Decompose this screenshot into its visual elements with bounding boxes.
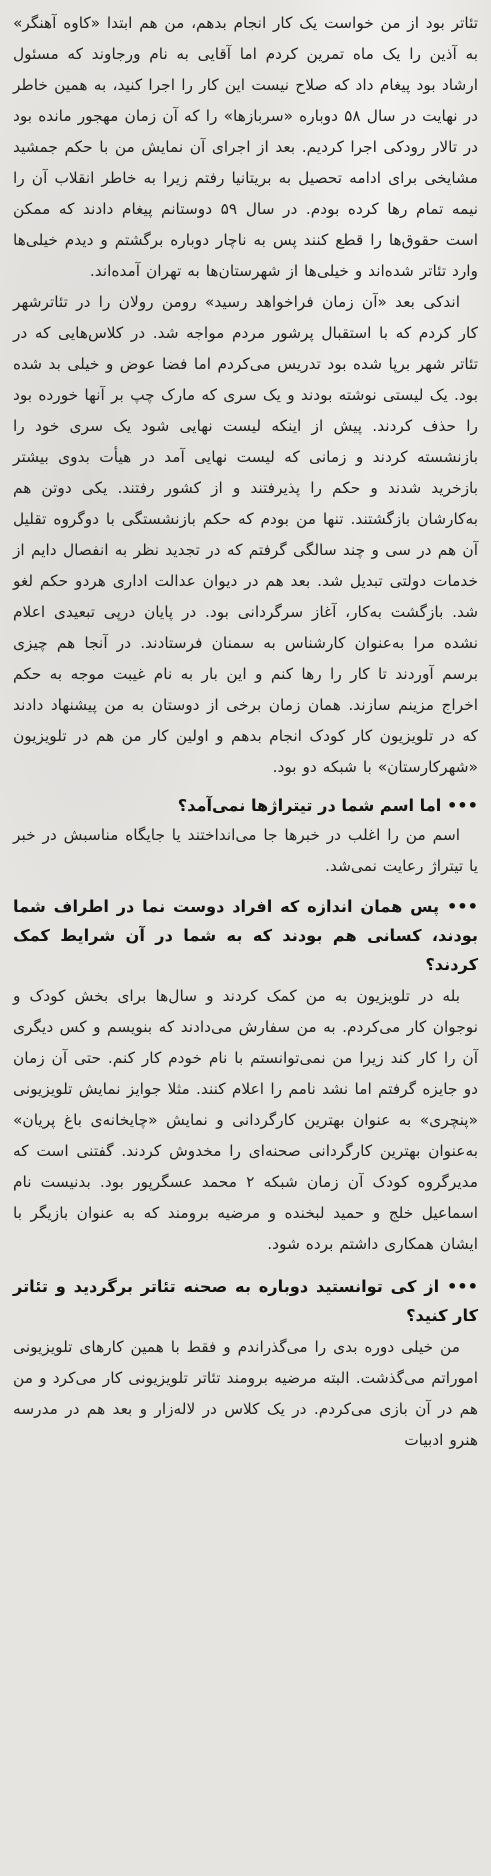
question-supporters: ••• پس همان اندازه که افراد دوست نما در اطراف شما بودند، کسانی هم بودند که به شما در آن شرایط کمک کردند؟ (13, 897, 478, 974)
question-return-to-stage: ••• از کی توانستید دوباره به صحنه تئاتر برگردید و تئاتر کار کنید؟ (13, 1277, 478, 1325)
answer-credits: اسم من را اغلب در خبرها جا می‌انداختند یا جایگاه مناسبش در خبر یا تیتراژ رعایت نمی‌شد. (13, 826, 478, 875)
answer-supporters: بله در تلویزیون به من کمک کردند و سال‌ها برای بخش کودک و نوجوان کار می‌کردم. به من سفارش می‌دادند که بنویسم و کس دیگری آن را کار کند زیرا من نمی‌توانستم با نام خودم کار کنم. حتی آن زمان دو جایزه گرفتم اما نشد نامم را اعلام کنند. مثلا جوایز نمایش تلویزیونی «پنچری» به عنوان بهترین کارگردانی و نمایش «چایخانه‌ی باغ پریان» به‌عنوان بهترین کارگردانی صحنه‌ای را مخدوش کردند. گفتنی است که مدیرگروه کودک آن زمان شبکه ۲ محمد عسگرپور بود. بدنیست نام اسماعیل خلج و حمید لبخنده و مرضیه برومند که به عنوان بازیگر با ایشان همکاری داشتم برده شود. (13, 987, 478, 1253)
paragraph-career: اندکی بعد «آن زمان فراخواهد رسید» رومن رولان را در تئاترشهر کار کردم که با استقبال پرشور مردم مواجه شد. در کلاس‌هایی که در تئاتر شهر برپا شده بود تدریس می‌کردم اما فضا عوض و خیلی بد شده بود. یک لیستی نوشته بودند و یک سری که مارک چپ بر آنها خورده بود را حذف کردند. پیش از اینکه لیست نهایی شود یک سری خود را بازنشسته کردند و زمانی که لیست نهایی آمد در هیأت بدوی بیشتر بازخرید شدند و حکم را پذیرفتند و از کشور رفتند. یکی دوتن هم به‌کارشان بازگشتند. تنها من بودم که حکم بازنشستگی با دوگروه تقلیل آن هم در سی و چند سالگی گرفتم که در تجدید نظر به انفصال دایم از خدمات دولتی تبدیل شد. بعد هم در دیوان عدالت اداری هردو حکم لغو شد. بازگشت به‌کار، آغاز سرگردانی بود. در پایان درپی تبعیدی اعلام نشده مرا به‌عنوان کارشناس به سمنان فرستادند. در آنجا هم چیزی برسم آوردند تا کار را رها کنم و این بار به نام غیبت موجه به حکم اخراج مزینم سازند. همان زمان برخی از دوستان به من پیشنهاد دادند که در تلویزیون کار کودک انجام بدهم و اولین کار من هم در تلویزیون «شهرکارستان» با شبکه دو بود. (13, 293, 478, 776)
question-credits: ••• اما اسم شما در تیتراژها نمی‌آمد؟ (177, 796, 478, 815)
answer-return-to-stage: من خیلی دوره بدی را می‌گذراندم و فقط با همین کارهای تلویزیونی اموراتم می‌گذشت. البته مرضیه برومند تئاتر تلویزیونی کار می‌کرد و من هم در آن بازی می‌کردم. در یک کلاس در لاله‌زار و بعد هم در مدرسه هنرو ادبیات (13, 1338, 478, 1449)
paragraph-intro: تئاتر بود از من خواست یک کار انجام بدهم، من هم ابتدا «کاوه آهنگر» به آذین را یک ماه تمرین کردم اما آقایی به نام ورجاوند که مسئول ارشاد بود پیغام داد که صلاح نیست این کار را اجرا کنید، به همین خاطر در نهایت در سال ۵۸ دوباره «سربازها» را که آن زمان مهجور مانده بود در تالار رودکی اجرا کردیم. بعد از اجرای آن نمایش من با حکم جمشید مشایخی برای ادامه تحصیل به بریتانیا رفتم زیرا به خاطر انقلاب آن را نیمه تمام رها کرده بودم. در سال ۵۹ دوستانم پیغام دادند که ممکن است حقوق‌ها را قطع کنند پس به ناچار دوباره برگشتم و دیدم خیلی‌ها وارد تئاتر شده‌اند و خیلی‌ها از شهرستان‌ها به تهران آمده‌اند. (13, 14, 479, 280)
